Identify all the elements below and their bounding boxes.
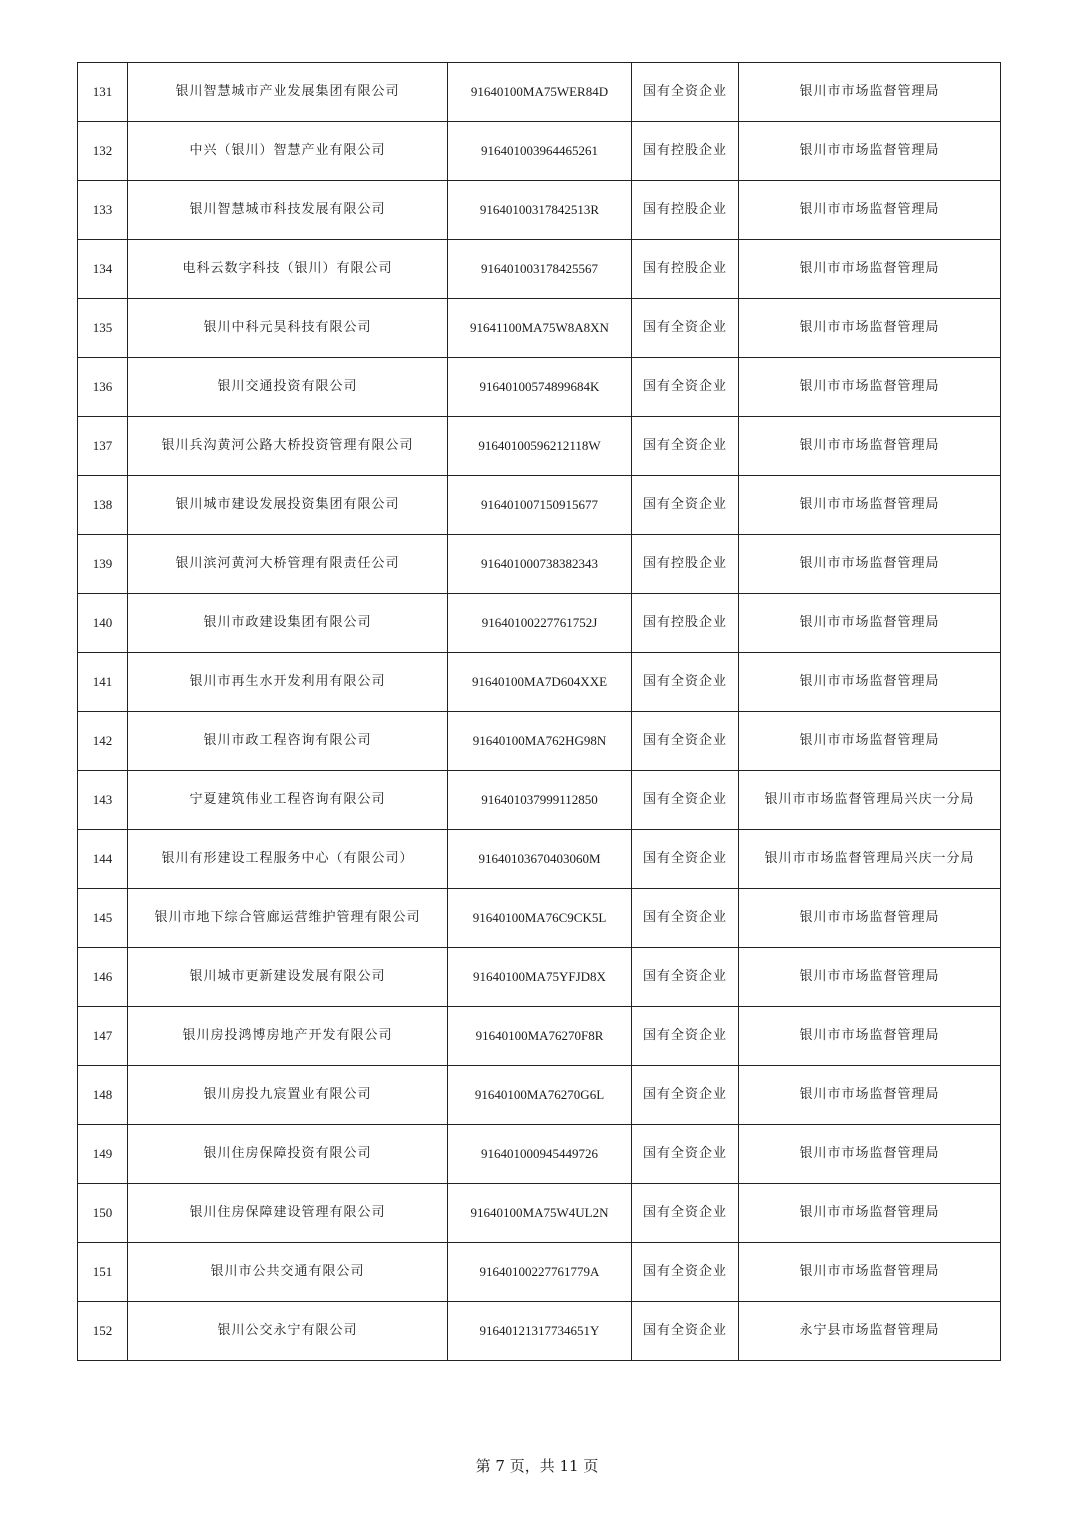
registration-authority-cell: 银川市市场监督管理局 <box>739 1243 1001 1302</box>
row-number-cell: 146 <box>78 948 128 1007</box>
enterprise-name-cell: 银川城市更新建设发展有限公司 <box>128 948 448 1007</box>
row-number-cell: 131 <box>78 63 128 122</box>
enterprise-name-cell: 银川市公共交通有限公司 <box>128 1243 448 1302</box>
row-number-cell: 151 <box>78 1243 128 1302</box>
enterprise-name-cell: 银川住房保障投资有限公司 <box>128 1125 448 1184</box>
table-row <box>78 1302 1001 1361</box>
enterprise-name-cell: 银川房投九宸置业有限公司 <box>128 1066 448 1125</box>
credit-code-cell: 91640100227761752J <box>448 594 632 653</box>
enterprise-name-cell: 银川公交永宁有限公司 <box>128 1302 448 1361</box>
enterprise-name-cell: 银川中科元昊科技有限公司 <box>128 299 448 358</box>
registration-authority-cell: 银川市市场监督管理局 <box>739 712 1001 771</box>
enterprise-type-cell: 国有全资企业 <box>632 1066 739 1125</box>
enterprise-name-cell: 银川房投鸿博房地产开发有限公司 <box>128 1007 448 1066</box>
row-number-cell: 133 <box>78 181 128 240</box>
table-row <box>78 653 1001 712</box>
credit-code-cell: 91640100MA7D604XXE <box>448 653 632 712</box>
table-row <box>78 63 1001 122</box>
table-row <box>78 1007 1001 1066</box>
registration-authority-cell: 银川市市场监督管理局 <box>739 122 1001 181</box>
credit-code-cell: 91640100227761779A <box>448 1243 632 1302</box>
registration-authority-cell: 银川市市场监督管理局 <box>739 181 1001 240</box>
enterprise-table-body <box>78 63 1001 1361</box>
row-number-cell: 141 <box>78 653 128 712</box>
credit-code-cell: 91641100MA75W8A8XN <box>448 299 632 358</box>
registration-authority-cell: 银川市市场监督管理局 <box>739 63 1001 122</box>
registration-authority-cell: 银川市市场监督管理局 <box>739 240 1001 299</box>
enterprise-type-cell: 国有全资企业 <box>632 1184 739 1243</box>
row-number-cell: 145 <box>78 889 128 948</box>
table-row <box>78 535 1001 594</box>
enterprise-type-cell: 国有全资企业 <box>632 299 739 358</box>
registration-authority-cell: 银川市市场监督管理局 <box>739 1066 1001 1125</box>
credit-code-cell: 916401003964465261 <box>448 122 632 181</box>
enterprise-name-cell: 银川市政建设集团有限公司 <box>128 594 448 653</box>
credit-code-cell: 916401037999112850 <box>448 771 632 830</box>
credit-code-cell: 91640100MA75WER84D <box>448 63 632 122</box>
enterprise-name-cell: 银川智慧城市产业发展集团有限公司 <box>128 63 448 122</box>
enterprise-type-cell: 国有控股企业 <box>632 535 739 594</box>
enterprise-type-cell: 国有全资企业 <box>632 948 739 1007</box>
credit-code-cell: 91640103670403060M <box>448 830 632 889</box>
row-number-cell: 135 <box>78 299 128 358</box>
registration-authority-cell: 银川市市场监督管理局 <box>739 535 1001 594</box>
row-number-cell: 137 <box>78 417 128 476</box>
table-row <box>78 889 1001 948</box>
enterprise-name-cell: 宁夏建筑伟业工程咨询有限公司 <box>128 771 448 830</box>
credit-code-cell: 91640100MA75YFJD8X <box>448 948 632 1007</box>
registration-authority-cell: 银川市市场监督管理局 <box>739 1184 1001 1243</box>
registration-authority-cell: 银川市市场监督管理局 <box>739 476 1001 535</box>
enterprise-type-cell: 国有全资企业 <box>632 1243 739 1302</box>
page-footer: 第 7 页，共 11 页 <box>475 1457 599 1475</box>
table-row <box>78 1125 1001 1184</box>
registration-authority-cell: 银川市市场监督管理局 <box>739 889 1001 948</box>
enterprise-name-cell: 银川市政工程咨询有限公司 <box>128 712 448 771</box>
enterprise-type-cell: 国有全资企业 <box>632 358 739 417</box>
row-number-cell: 152 <box>78 1302 128 1361</box>
enterprise-type-cell: 国有全资企业 <box>632 889 739 948</box>
table-row <box>78 476 1001 535</box>
enterprise-type-cell: 国有全资企业 <box>632 830 739 889</box>
row-number-cell: 147 <box>78 1007 128 1066</box>
enterprise-type-cell: 国有全资企业 <box>632 476 739 535</box>
row-number-cell: 144 <box>78 830 128 889</box>
enterprise-type-cell: 国有全资企业 <box>632 712 739 771</box>
table-row <box>78 240 1001 299</box>
table-row <box>78 712 1001 771</box>
credit-code-cell: 916401007150915677 <box>448 476 632 535</box>
enterprise-type-cell: 国有全资企业 <box>632 1125 739 1184</box>
row-number-cell: 139 <box>78 535 128 594</box>
credit-code-cell: 91640121317734651Y <box>448 1302 632 1361</box>
enterprise-name-cell: 银川有形建设工程服务中心（有限公司） <box>128 830 448 889</box>
table-row <box>78 1243 1001 1302</box>
table-row <box>78 771 1001 830</box>
credit-code-cell: 91640100MA76270F8R <box>448 1007 632 1066</box>
table-row <box>78 181 1001 240</box>
registration-authority-cell: 银川市市场监督管理局 <box>739 358 1001 417</box>
table-row <box>78 1184 1001 1243</box>
table-row <box>78 299 1001 358</box>
registration-authority-cell: 银川市市场监督管理局 <box>739 948 1001 1007</box>
table-row <box>78 594 1001 653</box>
enterprise-name-cell: 银川住房保障建设管理有限公司 <box>128 1184 448 1243</box>
row-number-cell: 134 <box>78 240 128 299</box>
credit-code-cell: 91640100317842513R <box>448 181 632 240</box>
enterprise-type-cell: 国有全资企业 <box>632 771 739 830</box>
row-number-cell: 132 <box>78 122 128 181</box>
credit-code-cell: 91640100MA762HG98N <box>448 712 632 771</box>
registration-authority-cell: 银川市市场监督管理局 <box>739 299 1001 358</box>
credit-code-cell: 91640100574899684K <box>448 358 632 417</box>
enterprise-type-cell: 国有控股企业 <box>632 181 739 240</box>
row-number-cell: 140 <box>78 594 128 653</box>
credit-code-cell: 916401003178425567 <box>448 240 632 299</box>
enterprise-name-cell: 银川市再生水开发利用有限公司 <box>128 653 448 712</box>
credit-code-cell: 91640100MA76270G6L <box>448 1066 632 1125</box>
table-row <box>78 1066 1001 1125</box>
row-number-cell: 136 <box>78 358 128 417</box>
enterprise-table <box>77 62 1001 1361</box>
enterprise-name-cell: 电科云数字科技（银川）有限公司 <box>128 240 448 299</box>
table-row <box>78 417 1001 476</box>
row-number-cell: 148 <box>78 1066 128 1125</box>
enterprise-name-cell: 银川兵沟黄河公路大桥投资管理有限公司 <box>128 417 448 476</box>
enterprise-name-cell: 银川市地下综合管廊运营维护管理有限公司 <box>128 889 448 948</box>
row-number-cell: 149 <box>78 1125 128 1184</box>
credit-code-cell: 916401000738382343 <box>448 535 632 594</box>
credit-code-cell: 91640100MA75W4UL2N <box>448 1184 632 1243</box>
enterprise-name-cell: 银川城市建设发展投资集团有限公司 <box>128 476 448 535</box>
table-row <box>78 948 1001 1007</box>
enterprise-type-cell: 国有控股企业 <box>632 240 739 299</box>
enterprise-name-cell: 银川交通投资有限公司 <box>128 358 448 417</box>
row-number-cell: 143 <box>78 771 128 830</box>
table-row <box>78 830 1001 889</box>
row-number-cell: 138 <box>78 476 128 535</box>
registration-authority-cell: 银川市市场监督管理局 <box>739 653 1001 712</box>
registration-authority-cell: 银川市市场监督管理局 <box>739 1007 1001 1066</box>
enterprise-type-cell: 国有全资企业 <box>632 1302 739 1361</box>
registration-authority-cell: 银川市市场监督管理局 <box>739 594 1001 653</box>
enterprise-type-cell: 国有全资企业 <box>632 653 739 712</box>
row-number-cell: 150 <box>78 1184 128 1243</box>
enterprise-type-cell: 国有控股企业 <box>632 594 739 653</box>
table-row <box>78 358 1001 417</box>
enterprise-name-cell: 银川滨河黄河大桥管理有限责任公司 <box>128 535 448 594</box>
row-number-cell: 142 <box>78 712 128 771</box>
registration-authority-cell: 银川市市场监督管理局兴庆一分局 <box>739 771 1001 830</box>
credit-code-cell: 91640100MA76C9CK5L <box>448 889 632 948</box>
enterprise-type-cell: 国有控股企业 <box>632 122 739 181</box>
enterprise-type-cell: 国有全资企业 <box>632 1007 739 1066</box>
credit-code-cell: 916401000945449726 <box>448 1125 632 1184</box>
enterprise-name-cell: 银川智慧城市科技发展有限公司 <box>128 181 448 240</box>
enterprise-name-cell: 中兴（银川）智慧产业有限公司 <box>128 122 448 181</box>
registration-authority-cell: 银川市市场监督管理局 <box>739 1125 1001 1184</box>
credit-code-cell: 91640100596212118W <box>448 417 632 476</box>
registration-authority-cell: 银川市市场监督管理局兴庆一分局 <box>739 830 1001 889</box>
enterprise-type-cell: 国有全资企业 <box>632 417 739 476</box>
table-row <box>78 122 1001 181</box>
registration-authority-cell: 永宁县市场监督管理局 <box>739 1302 1001 1361</box>
registration-authority-cell: 银川市市场监督管理局 <box>739 417 1001 476</box>
enterprise-type-cell: 国有全资企业 <box>632 63 739 122</box>
